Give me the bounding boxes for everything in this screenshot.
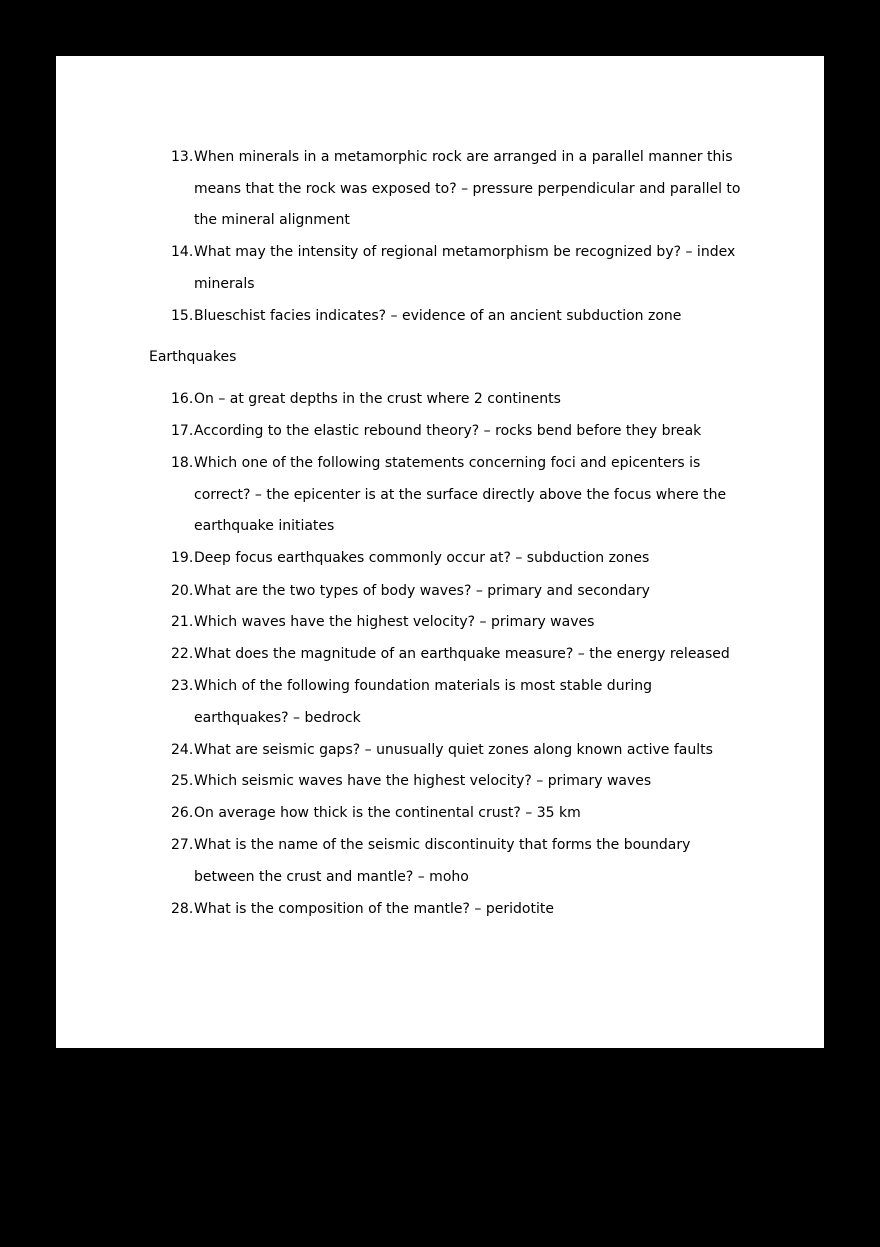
item-text: When minerals in a metamorphic rock are arranged in a parallel manner this — [194, 149, 733, 165]
item-text: Which waves have the highest velocity? – primary waves — [194, 614, 595, 630]
item-text: Blueschist facies indicates? – evidence of an ancient subduction zone — [194, 308, 682, 324]
item-text: On average how thick is the continental crust? – 35 km — [194, 805, 581, 821]
item-text: the mineral alignment — [194, 212, 350, 228]
item-number: 27. — [171, 837, 194, 853]
item-text: What are seismic gaps? – unusually quiet zones along known active faults — [194, 742, 713, 758]
item-number: 17. — [171, 423, 194, 439]
item-text: According to the elastic rebound theory? – rocks bend before they break — [194, 423, 702, 439]
document-page — [56, 56, 824, 1048]
item-number: 16. — [171, 391, 194, 407]
item-text: Which seismic waves have the highest velocity? – primary waves — [194, 773, 652, 789]
item-text: between the crust and mantle? – moho — [194, 869, 469, 885]
item-text: earthquake initiates — [194, 518, 335, 534]
item-number: 14. — [171, 244, 194, 260]
item-text: Deep focus earthquakes commonly occur at? – subduction zones — [194, 550, 650, 566]
item-number: 23. — [171, 678, 194, 694]
item-number: 28. — [171, 901, 194, 917]
item-number: 25. — [171, 773, 194, 789]
item-number: 24. — [171, 742, 194, 758]
item-text: Which of the following foundation materials is most stable during — [194, 678, 652, 694]
item-number: 20. — [171, 583, 194, 599]
item-text: On – at great depths in the crust where 2 continents — [194, 391, 561, 407]
item-text: What is the name of the seismic discontinuity that forms the boundary — [194, 837, 691, 853]
item-number: 18. — [171, 455, 194, 471]
item-text: What does the magnitude of an earthquake measure? – the energy released — [194, 646, 730, 662]
item-number: 19. — [171, 550, 194, 566]
item-number: 13. — [171, 149, 194, 165]
item-number: 22. — [171, 646, 194, 662]
item-text: What are the two types of body waves? – primary and secondary — [194, 583, 650, 599]
item-text: means that the rock was exposed to? – pressure perpendicular and parallel to — [194, 181, 741, 197]
item-number: 21. — [171, 614, 194, 630]
item-number: 26. — [171, 805, 194, 821]
item-text: minerals — [194, 276, 255, 292]
item-text: Which one of the following statements concerning foci and epicenters is — [194, 455, 701, 471]
section-heading: Earthquakes — [149, 349, 237, 365]
item-text: correct? – the epicenter is at the surface directly above the focus where the — [194, 487, 727, 503]
item-text: What may the intensity of regional metamorphism be recognized by? – index — [194, 244, 736, 260]
item-number: 15. — [171, 308, 194, 324]
item-text: earthquakes? – bedrock — [194, 710, 361, 726]
item-text: What is the composition of the mantle? – peridotite — [194, 901, 554, 917]
